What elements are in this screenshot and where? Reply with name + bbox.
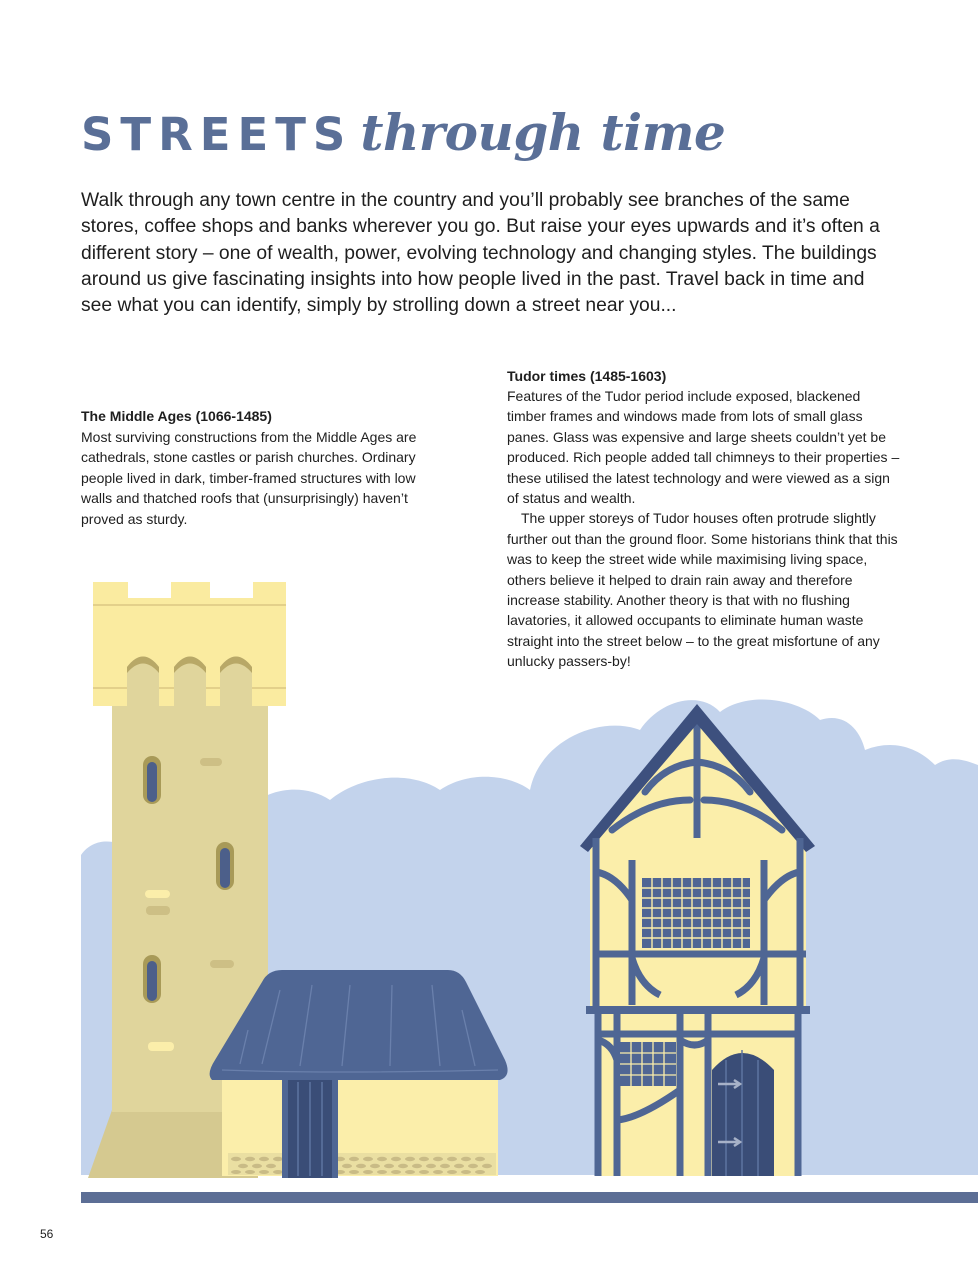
page-title xyxy=(81,103,726,162)
tudor-paragraph-1: Features of the Tudor period include exposed, blackened timber frames and windows made from lots of small glass panes. Glass was expensive and large sheets couldn’t yet be produced. Rich people added tall chimneys to their properties – these utilised the latest technology and were viewed as a sign of status and wealth. xyxy=(507,388,900,507)
ground-bar xyxy=(81,1192,978,1203)
middle-ages-heading: The Middle Ages (1066-1485) xyxy=(81,408,272,424)
tudor-heading: Tudor times (1485-1603) xyxy=(507,368,667,384)
intro-paragraph: Walk through any town centre in the country and you’ll probably see branches of the same stores, coffee shops and banks wherever you go. But raise your eyes upwards and it’s often a different story – one of wealth, power, evolving technology and changing styles. The buildings around us give fascinating insights into how people lived in the past. Travel back in time and see what you can identify, simply by strolling down a street near you... xyxy=(81,190,880,317)
street-illustration xyxy=(0,560,978,1220)
page-number: 56 xyxy=(40,1227,54,1241)
thatched-cottage-icon xyxy=(210,970,508,1178)
title-italic: through time xyxy=(360,103,726,162)
middle-ages-body: Most surviving constructions from the Middle Ages are cathedrals, stone castles or parish churches. Ordinary people lived in dark, timber-framed structures with low walls and thatched roofs that (unsurprisingly) haven’t proved as sturdy. xyxy=(81,429,417,527)
title-bold: STREETS xyxy=(81,108,353,161)
tudor-paragraph-2: The upper storeys of Tudor houses often protrude slightly further out than the ground floor. Some historians think that this was to keep the street wide while maximising living space, others believe it helped to drain rain away and therefore increase stability. Another theory is that with no flushing lavatories, it allowed occupants to eliminate human waste straight into the street below – to the great misfortune of any unlucky passers-by! xyxy=(507,510,898,670)
